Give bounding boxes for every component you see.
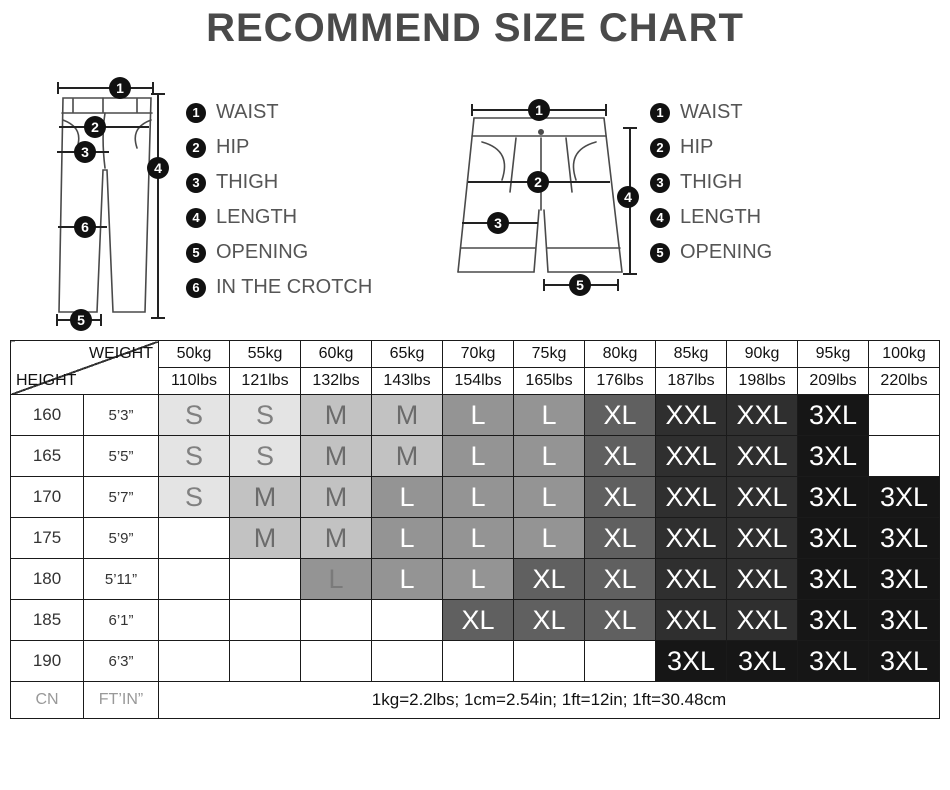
height-ftin-cell: 5’11” [84,559,159,600]
size-cell: M [301,395,372,436]
size-row [11,436,940,477]
weight-kg-header: 60kg [301,341,372,368]
weight-kg-header: 95kg [798,341,869,368]
size-cell-empty [159,600,230,641]
size-cell: L [514,395,585,436]
size-cell: XXL [727,600,798,641]
footer-cn-label: CN [11,682,84,719]
size-cell-empty [301,641,372,682]
legend-label: LENGTH [216,206,298,228]
weight-lbs-header: 220lbs [869,368,940,395]
legend-label: OPENING [216,241,309,263]
size-cell-empty [159,641,230,682]
pants-line-art [45,72,195,342]
weight-lbs-header: 132lbs [301,368,372,395]
height-ftin-cell: 6’1” [84,600,159,641]
size-cell: XXL [656,436,727,477]
legend-number-badge: 2 [186,138,206,158]
shorts-measure-badge-opening: 5 [569,274,591,296]
height-cm-cell: 170 [11,477,84,518]
weight-lbs-header: 121lbs [230,368,301,395]
size-cell: L [301,559,372,600]
pants-measure-badge-waist: 1 [109,77,131,99]
size-cell: XXL [727,436,798,477]
size-cell: 3XL [798,559,869,600]
legend-label: HIP [680,136,714,158]
size-cell-empty [585,641,656,682]
size-cell-empty [869,436,940,477]
corner-weight-label: WEIGHT [89,345,153,362]
legend-item [650,130,772,165]
size-cell: L [443,395,514,436]
size-cell: XXL [656,477,727,518]
weight-lbs-header: 198lbs [727,368,798,395]
legend-item [650,95,772,130]
size-cell: 3XL [798,436,869,477]
legend-item [186,130,372,165]
size-row [11,600,940,641]
size-cell: 3XL [869,518,940,559]
size-cell: 3XL [869,477,940,518]
size-cell: 3XL [798,395,869,436]
legend-number-badge: 3 [650,173,670,193]
size-row [11,395,940,436]
size-cell: XL [585,600,656,641]
weight-lbs-header: 187lbs [656,368,727,395]
legend-number-badge: 6 [186,278,206,298]
header-kg-row [11,341,940,368]
size-cell: S [159,477,230,518]
shorts-measure-badge-thigh: 3 [487,212,509,234]
size-cell: XXL [656,600,727,641]
weight-kg-header: 85kg [656,341,727,368]
legend-item [186,95,372,130]
size-cell: L [514,518,585,559]
legend-label: THIGH [680,171,743,193]
size-cell: XXL [727,518,798,559]
height-ftin-cell: 6’3” [84,641,159,682]
size-cell-empty [159,559,230,600]
footer-row [11,682,940,719]
size-cell: L [372,559,443,600]
pants-measure-badge-length: 4 [147,157,169,179]
size-cell-empty [230,559,301,600]
legend-label: THIGH [216,171,279,193]
shorts-diagram [438,88,653,318]
size-cell: L [443,477,514,518]
size-cell: M [230,518,301,559]
legend-item [186,270,372,305]
size-cell: S [230,436,301,477]
legend-number-badge: 5 [186,243,206,263]
shorts-measure-badge-hip: 2 [527,171,549,193]
weight-kg-header: 90kg [727,341,798,368]
legend-number-badge: 5 [650,243,670,263]
size-cell-empty [372,600,443,641]
height-cm-cell: 175 [11,518,84,559]
size-cell: XXL [656,518,727,559]
size-cell: XL [585,477,656,518]
size-cell: S [159,395,230,436]
size-cell-empty [869,395,940,436]
size-cell: XXL [656,559,727,600]
legend-number-badge: 2 [650,138,670,158]
size-cell: 3XL [798,518,869,559]
legend-label: WAIST [216,101,279,123]
size-cell: L [443,559,514,600]
size-cell: M [301,518,372,559]
height-ftin-cell: 5’3” [84,395,159,436]
weight-kg-header: 75kg [514,341,585,368]
size-row [11,559,940,600]
shorts-measure-badge-length: 4 [617,186,639,208]
size-cell: S [159,436,230,477]
pants-measure-badge-hip: 2 [84,116,106,138]
corner-cell [11,341,159,395]
footer-ftin-label: FT’IN” [84,682,159,719]
weight-lbs-header: 154lbs [443,368,514,395]
size-cell: M [301,477,372,518]
legend-item [650,165,772,200]
weight-kg-header: 80kg [585,341,656,368]
legend-label: IN THE CROTCH [216,276,373,298]
legend-label: HIP [216,136,250,158]
weight-lbs-header: 176lbs [585,368,656,395]
size-cell: XL [514,559,585,600]
legend-number-badge: 3 [186,173,206,193]
height-cm-cell: 180 [11,559,84,600]
weight-lbs-header: 110lbs [159,368,230,395]
size-cell-empty [230,600,301,641]
size-cell: M [230,477,301,518]
size-cell-empty [230,641,301,682]
size-cell: L [443,518,514,559]
size-cell: L [372,477,443,518]
legend-label: OPENING [680,241,773,263]
size-cell: XL [443,600,514,641]
size-cell: XL [585,436,656,477]
corner-height-label: HEIGHT [16,372,77,389]
size-cell: XXL [727,395,798,436]
height-cm-cell: 165 [11,436,84,477]
size-cell: M [372,395,443,436]
size-cell: L [372,518,443,559]
size-cell-empty [372,641,443,682]
size-table [10,340,940,719]
size-cell: XXL [656,395,727,436]
size-cell-empty [301,600,372,641]
size-cell: 3XL [869,641,940,682]
size-cell: 3XL [656,641,727,682]
legend-label: LENGTH [680,206,762,228]
weight-kg-header: 100kg [869,341,940,368]
legend-number-badge: 1 [650,103,670,123]
size-cell-empty [443,641,514,682]
size-cell: XXL [727,559,798,600]
size-cell: M [301,436,372,477]
height-ftin-cell: 5’9” [84,518,159,559]
legend-number-badge: 4 [186,208,206,228]
height-cm-cell: 190 [11,641,84,682]
legend-item [650,200,772,235]
height-ftin-cell: 5’7” [84,477,159,518]
legend-number-badge: 1 [186,103,206,123]
shorts-measure-badge-waist: 1 [528,99,550,121]
size-cell: XL [585,559,656,600]
pants-measure-badge-opening: 5 [70,309,92,331]
size-cell-empty [159,518,230,559]
size-cell: XL [514,600,585,641]
size-cell: 3XL [727,641,798,682]
legend-number-badge: 4 [650,208,670,228]
page-title: RECOMMEND SIZE CHART [206,6,744,50]
weight-lbs-header: 209lbs [798,368,869,395]
pants-diagram [45,72,195,342]
size-cell: 3XL [869,600,940,641]
pants-measure-badge-crotch: 6 [74,216,96,238]
weight-kg-header: 70kg [443,341,514,368]
size-row [11,641,940,682]
size-cell: XXL [727,477,798,518]
legend-label: WAIST [680,101,743,123]
size-row [11,518,940,559]
legend-item [650,235,772,270]
weight-kg-header: 50kg [159,341,230,368]
legend-item [186,235,372,270]
size-cell: L [443,436,514,477]
size-cell: 3XL [869,559,940,600]
weight-kg-header: 65kg [372,341,443,368]
pants-legend [186,95,372,305]
height-cm-cell: 160 [11,395,84,436]
size-cell: 3XL [798,641,869,682]
weight-lbs-header: 165lbs [514,368,585,395]
conversion-note: 1kg=2.2lbs; 1cm=2.54in; 1ft=12in; 1ft=30.48cm [159,682,940,719]
shorts-legend [650,95,772,270]
pants-measure-badge-thigh: 3 [74,141,96,163]
size-cell-empty [514,641,585,682]
size-cell: 3XL [798,600,869,641]
height-ftin-cell: 5’5” [84,436,159,477]
size-cell: XL [585,518,656,559]
weight-kg-header: 55kg [230,341,301,368]
legend-item [186,200,372,235]
size-cell: L [514,436,585,477]
size-row [11,477,940,518]
size-cell: M [372,436,443,477]
size-cell: XL [585,395,656,436]
size-cell: 3XL [798,477,869,518]
size-cell: L [514,477,585,518]
height-cm-cell: 185 [11,600,84,641]
weight-lbs-header: 143lbs [372,368,443,395]
size-cell: S [230,395,301,436]
legend-item [186,165,372,200]
